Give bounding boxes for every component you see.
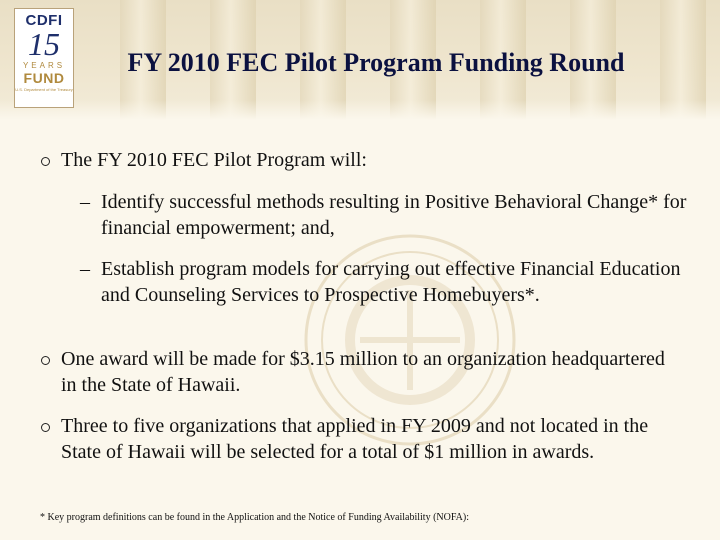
logo-cdfi-text: CDFI <box>25 12 63 29</box>
bullet-marker <box>41 356 50 365</box>
sub-bullet-dash: – <box>80 191 90 213</box>
bullet-marker <box>41 157 50 166</box>
slide-title: FY 2010 FEC Pilot Program Funding Round <box>127 48 625 77</box>
logo-years-text: YEARS <box>22 61 66 70</box>
bullet-1: The FY 2010 FEC Pilot Program will: <box>61 149 367 171</box>
sub-bullet-1: Identify successful methods resulting in Positive Behavioral Change* for financial empowerment; and, <box>101 191 687 239</box>
bullet-3: Three to five organizations that applied in FY 2009 and not located in the State of Hawaii will be selected for a total of $1 million in awards. <box>61 415 649 463</box>
sub-bullet-dash: – <box>80 258 90 280</box>
logo-tagline: U.S. Department of the Treasury <box>15 87 73 92</box>
bullet-2: One award will be made for $3.15 million to an organization headquartered in the State of Hawaii. <box>61 348 665 396</box>
bullet-marker <box>41 423 50 432</box>
sub-bullet-2: Establish program models for carrying out effective Financial Education and Counseling Services to Prospective Homebuyers*. <box>101 258 681 306</box>
logo-number: 15 <box>28 26 60 62</box>
footnote: * Key program definitions can be found in the Application and the Notice of Funding Availability (NOFA): <box>40 512 469 523</box>
logo-fund-text: FUND <box>23 70 65 86</box>
